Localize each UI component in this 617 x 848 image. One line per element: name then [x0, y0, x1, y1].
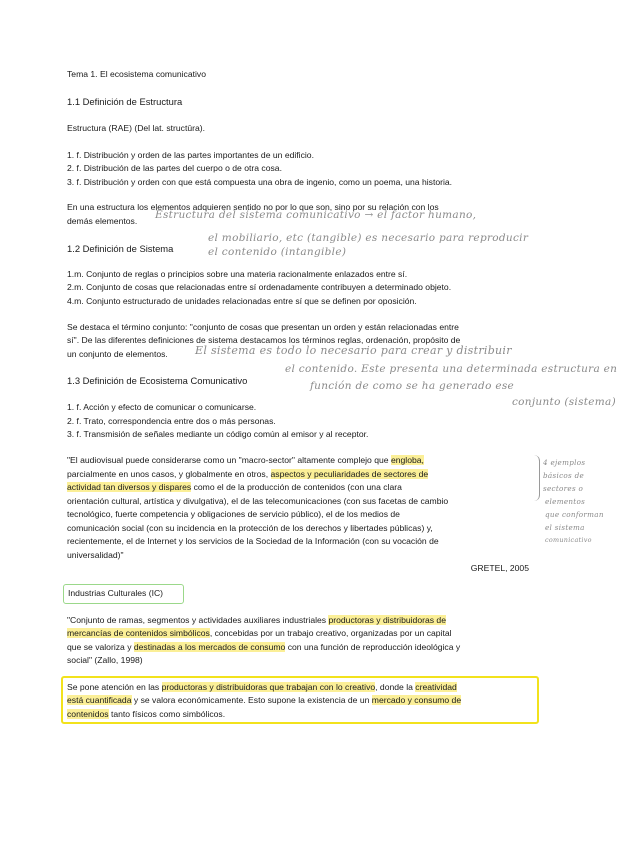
- handwritten-side-note: 4 ejemplos: [543, 458, 586, 467]
- handwritten-note: conjunto (sistema): [512, 396, 617, 408]
- definition-line: 3. f. Distribución y orden con que está compuesta una obra de ingenio, como un poema, una historia.: [67, 177, 453, 187]
- definition-line: 2. f. Distribución de las partes del cuerpo o de otra cosa.: [67, 163, 282, 173]
- definition-line: 4.m. Conjunto estructurado de unidades relacionadas entre sí que se definen por oposición.: [67, 296, 417, 306]
- quote-line: tecnológico, fuerte competencia y obligaciones de servicio público), el de los medios de: [67, 509, 400, 519]
- quote-line: "El audiovisual puede considerarse como un "macro-sector" altamente complejo que engloba,: [67, 455, 424, 465]
- handwritten-note: el mobiliario, etc (tangible) es necesario para reproducir: [208, 232, 529, 244]
- quote-line: parcialmente en unos casos, y globalmente en otros, aspectos y peculiaridades de sectores de: [67, 469, 429, 479]
- ic-quote-line: social" (Zallo, 1998): [67, 655, 143, 665]
- definition-line: 2. f. Trato, correspondencia entre dos o más personas.: [67, 416, 276, 426]
- quote-line: comunicación social (con su incidencia en la protección de los derechos y libertades públicas) y,: [67, 523, 433, 533]
- ic-note-line: está cuantificada y se valora económicamente. Esto supone la existencia de un mercado y consumo de: [67, 695, 462, 705]
- quote-attribution: GRETEL, 2005: [470, 563, 529, 573]
- paragraph-line: En una estructura los elementos adquieren sentido no por lo que son, sino por su relación con los: [67, 202, 439, 212]
- definition-line: 2.m. Conjunto de cosas que relacionadas entre sí ordenadamente contribuyen a determinado objeto.: [67, 282, 452, 292]
- handwritten-note: el contenido. Este presenta una determinada estructura en: [285, 363, 617, 375]
- definition-line: 1.m. Conjunto de reglas o principios sobre una materia racionalmente enlazados entre sí.: [67, 269, 408, 279]
- handwritten-side-note: el sistema: [545, 523, 585, 532]
- handwritten-note: Estructura del sistema comunicativo → el factor humano,: [155, 209, 477, 221]
- ic-label: Industrias Culturales (IC): [68, 588, 164, 598]
- rae-source-line: Estructura (RAE) (Del lat. structūra).: [67, 123, 206, 133]
- handwritten-side-note: comunicativo: [545, 536, 592, 544]
- section-heading-1-3: 1.3 Definición de Ecosistema Comunicativo: [67, 375, 248, 386]
- handwritten-side-note: básicos de: [543, 471, 585, 480]
- quote-line: actividad tan diversos y dispares como el de la producción de contenidos (con una clara: [67, 482, 402, 492]
- definition-line: 3. f. Transmisión de señales mediante un código común al emisor y al receptor.: [67, 429, 369, 439]
- paragraph-line: demás elementos.: [67, 216, 138, 226]
- handwritten-side-note: sectores o: [543, 484, 584, 493]
- ic-quote-line: que se valoriza y destinadas a los mercados de consumo con una función de reproducción ideológica y: [67, 642, 461, 652]
- handwritten-note: función de como se ha generado ese: [310, 380, 515, 392]
- paragraph-line: sí". De las diferentes definiciones de sistema destacamos los términos reglas, ordenación, propósito de: [67, 335, 461, 345]
- margin-bracket: [534, 455, 540, 501]
- paragraph-line: Se destaca el término conjunto: "conjunto de cosas que presentan un orden y están relacionadas entre: [67, 322, 459, 332]
- quote-line: orientación cultural, artística y divulgativa), el de las telecomunicaciones (con sus facetas de cambio: [67, 496, 449, 506]
- handwritten-note: El sistema es todo lo necesario para crear y distribuir: [195, 344, 512, 357]
- definition-line: 1. f. Acción y efecto de comunicar o comunicarse.: [67, 402, 257, 412]
- quote-line: universalidad)": [67, 550, 124, 560]
- section-heading-1-1: 1.1 Definición de Estructura: [67, 96, 183, 107]
- ic-note-line: Se pone atención en las productoras y distribuidoras que trabajan con lo creativo, donde la creatividad: [67, 682, 457, 692]
- ic-quote-line: mercancías de contenidos simbólicos, concebidas por un trabajo creativo, organizadas por un capital: [67, 628, 452, 638]
- handwritten-side-note: que conforman: [545, 510, 604, 519]
- handwritten-note: el contenido (intangible): [208, 246, 347, 258]
- document-title: Tema 1. El ecosistema comunicativo: [67, 69, 206, 79]
- handwritten-side-note: elementos: [545, 497, 586, 506]
- ic-quote-line: "Conjunto de ramas, segmentos y actividades auxiliares industriales productoras y distribuidoras de: [67, 615, 446, 625]
- paragraph-line: un conjunto de elementos.: [67, 349, 168, 359]
- quote-line: recientemente, el de Internet y los servicios de la Sociedad de la Información (con su vocación de: [67, 536, 439, 546]
- ic-note-line: contenidos tanto físicos como simbólicos.: [67, 709, 226, 719]
- section-heading-1-2: 1.2 Definición de Sistema: [67, 243, 174, 254]
- definition-line: 1. f. Distribución y orden de las partes importantes de un edificio.: [67, 150, 314, 160]
